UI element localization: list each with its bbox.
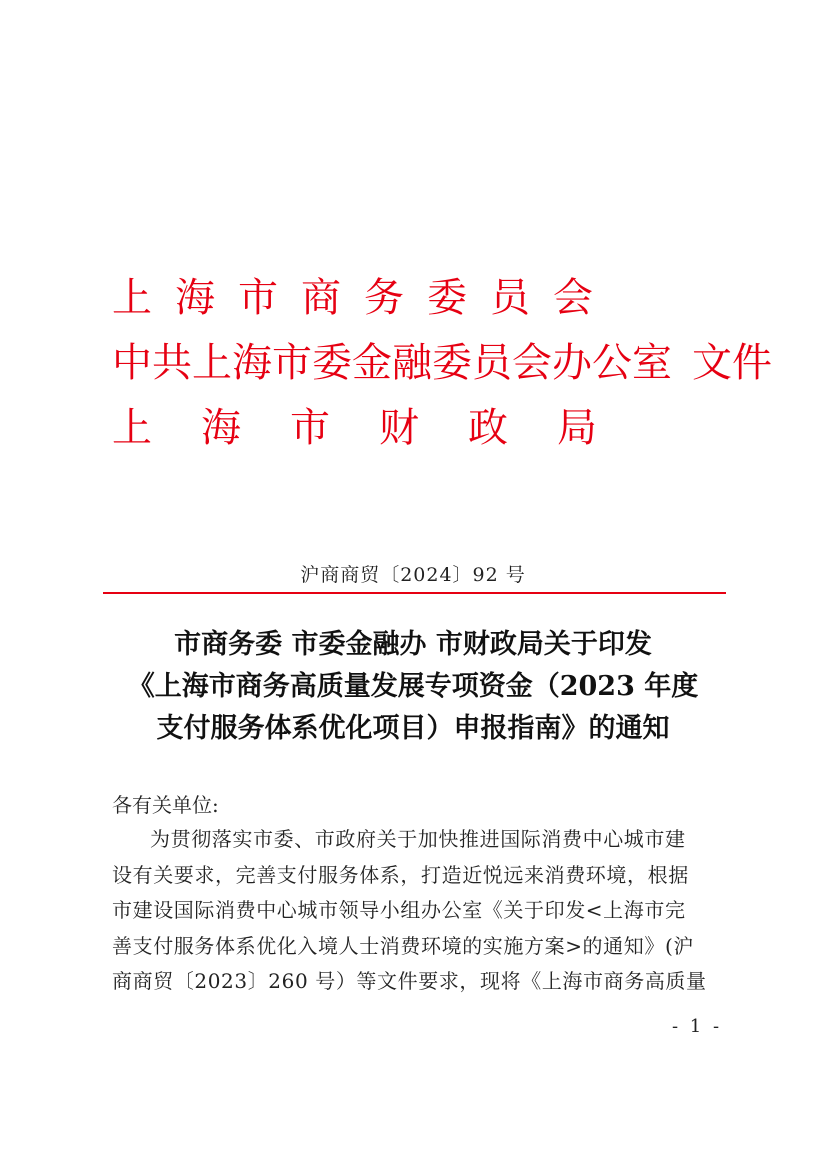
body-line: 市建设国际消费中心城市领导小组办公室《关于印发<上海市完 <box>112 898 686 922</box>
issuer-line-finance-office <box>112 340 772 386</box>
document-title <box>100 624 726 750</box>
title-line-2: 《上海市商务高质量发展专项资金（2023 年度 <box>127 671 699 702</box>
document-number: 沪商商贸〔2024〕92 号 <box>300 564 526 586</box>
page-number: - 1 - <box>672 1016 723 1037</box>
salutation: 各有关单位: <box>112 793 219 817</box>
title-line-1: 市商务委 市委金融办 市财政局关于印发 <box>174 629 652 660</box>
body-line: 为贯彻落实市委、市政府关于加快推进国际消费中心城市建 <box>150 827 686 851</box>
issuer-line-commerce-commission: 上海市商务委员会 <box>112 275 616 321</box>
red-separator-line <box>103 592 726 594</box>
title-line-3: 支付服务体系优化项目）申报指南》的通知 <box>156 713 670 744</box>
issuer-finance-office-name: 中共上海市委金融委员会办公室 <box>112 340 672 386</box>
issuer-line-finance-bureau: 上海市财政局 <box>112 405 646 451</box>
body-line: 设有关要求，完善支付服务体系，打造近悦远来消费环境，根据 <box>112 862 689 887</box>
issuer-document-suffix: 文件 <box>692 340 772 386</box>
body-line: 善支付服务体系优化入境人士消费环境的实施方案>的通知》(沪 <box>112 933 694 958</box>
body-paragraph <box>112 822 726 1000</box>
body-line: 商商贸〔2023〕260 号）等文件要求，现将《上海市商务高质量 <box>112 969 707 993</box>
